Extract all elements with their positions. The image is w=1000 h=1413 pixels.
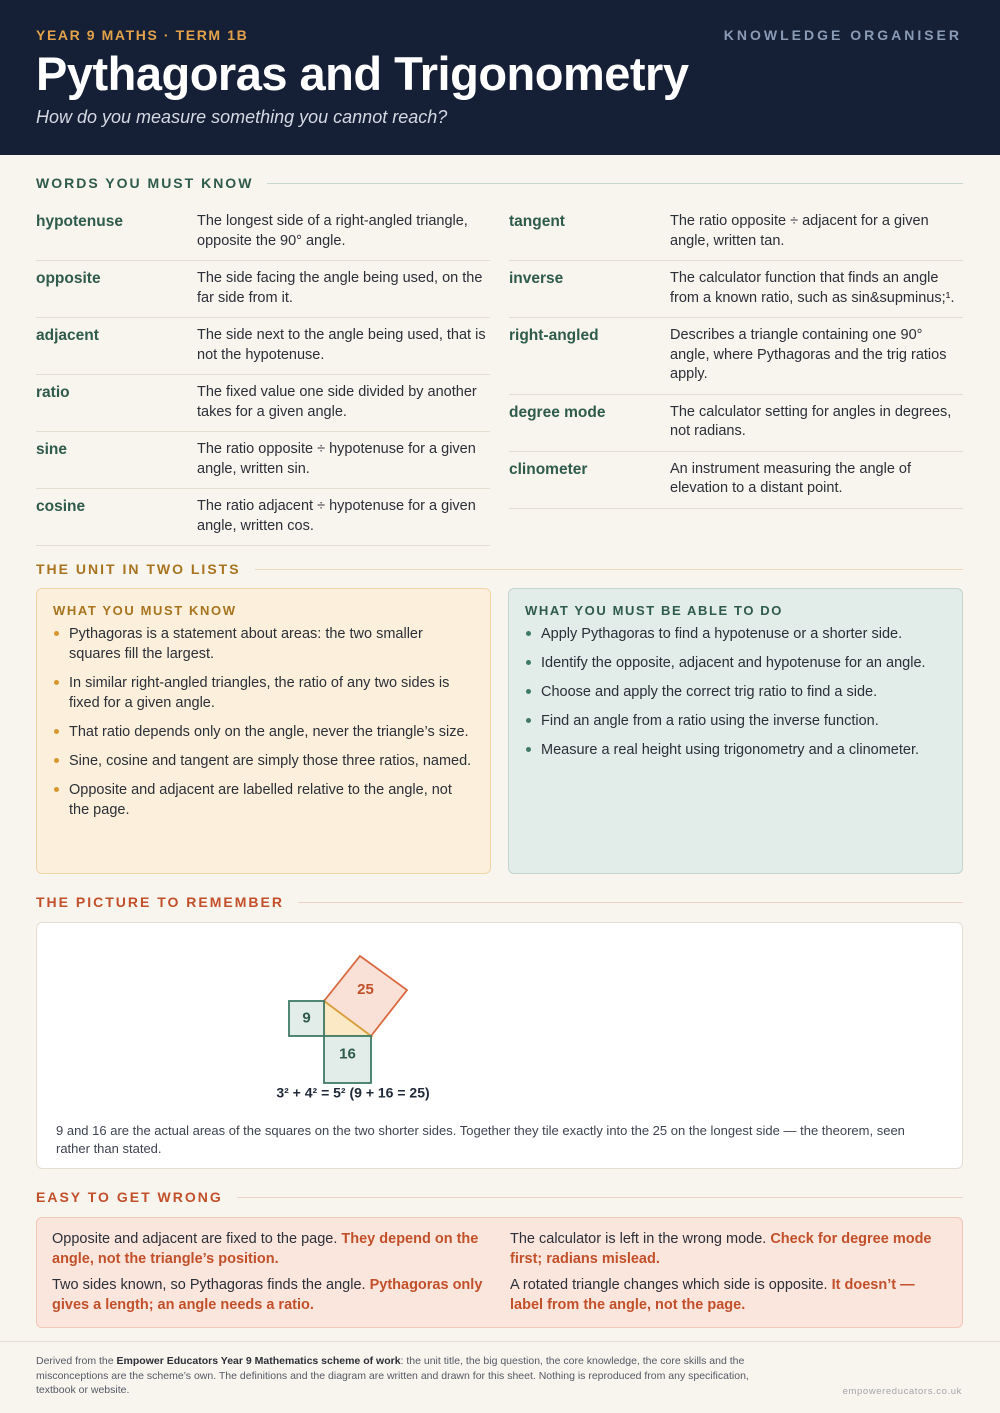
- misconception-fix: They depend on the angle, not the triangle’s position.: [52, 1231, 479, 1267]
- must-do-panel: [508, 588, 963, 874]
- must-know-item: Opposite and adjacent are labelled relative to the angle, not the page.: [53, 780, 474, 820]
- website-url: empowereducators.co.uk: [842, 1386, 962, 1397]
- words-heading-text: WORDS YOU MUST KNOW: [36, 175, 254, 191]
- small-square-area-label: 9: [302, 1009, 311, 1027]
- misconceptions-panel: [36, 1217, 963, 1328]
- glossary: [36, 204, 963, 546]
- glossary-term: opposite: [36, 270, 101, 287]
- lists-heading-text: THE UNIT IN TWO LISTS: [36, 561, 241, 577]
- glossary-term: tangent: [509, 213, 565, 230]
- pythagoras-equation: 3² + 4² = 5² (9 + 16 = 25): [276, 1084, 430, 1101]
- misconception-fix: It doesn’t — label from the angle, not the page.: [510, 1277, 915, 1313]
- must-do-item: Apply Pythagoras to find a hypotenuse or a shorter side.: [525, 624, 946, 644]
- glossary-definition: The ratio opposite ÷ adjacent for a given angle, written tan.: [670, 213, 929, 249]
- glossary-right-column: [509, 204, 963, 546]
- glossary-row: [509, 261, 963, 318]
- diagram-caption: 9 and 16 are the actual areas of the squares on the two shorter sides. Together they tile exactly into the 25 on the longest side — the theorem, seen rather than stated.: [56, 1123, 905, 1156]
- unit-lists: [36, 588, 963, 874]
- must-do-item: Choose and apply the correct trig ratio to find a side.: [525, 682, 946, 702]
- glossary-term: cosine: [36, 498, 86, 515]
- picture-heading-rule: [298, 902, 963, 903]
- misconception-item: [52, 1230, 492, 1269]
- must-know-panel: [36, 588, 491, 874]
- page-title: Pythagoras and Trigonometry: [36, 47, 689, 100]
- must-know-item: In similar right-angled triangles, the ratio of any two sides is fixed for a given angle.: [53, 673, 474, 713]
- misconception-text: A rotated triangle changes which side is opposite.: [510, 1277, 828, 1293]
- glossary-definition: The side facing the angle being used, on the far side from it.: [197, 270, 483, 306]
- must-do-item: Identify the opposite, adjacent and hypotenuse for an angle.: [525, 653, 946, 673]
- glossary-row: [36, 432, 490, 489]
- source-note-body: : the unit title, the big question, the core knowledge, the core skills and the misconceptions are the scheme’s own. The definitions and the diagram are written and drawn for this sheet. Nothing is reproduced from any specification, textbook or website.: [36, 1355, 749, 1396]
- glossary-row: [36, 261, 490, 318]
- header-banner: [0, 0, 1000, 155]
- glossary-term: right-angled: [509, 327, 599, 344]
- glossary-definition: The ratio adjacent ÷ hypotenuse for a given angle, written cos.: [197, 498, 476, 534]
- glossary-definition: The calculator setting for angles in degrees, not radians.: [670, 403, 952, 439]
- source-name: Empower Educators Year 9 Mathematics scheme of work: [116, 1355, 401, 1367]
- glossary-definition: The calculator function that finds an angle from a known ratio, such as sin&supminus;¹.: [670, 270, 955, 306]
- must-do-item: Measure a real height using trigonometry and a clinometer.: [525, 740, 946, 760]
- picture-section-heading: [36, 894, 963, 910]
- glossary-term: inverse: [509, 270, 564, 287]
- glossary-left-column: [36, 204, 490, 546]
- glossary-term: adjacent: [36, 327, 99, 344]
- document-type-label: KNOWLEDGE ORGANISER: [723, 27, 962, 43]
- glossary-definition: The longest side of a right-angled triangle, opposite the 90° angle.: [197, 213, 468, 249]
- glossary-term: ratio: [36, 384, 70, 401]
- must-know-item: Sine, cosine and tangent are simply those three ratios, named.: [53, 751, 474, 771]
- misconception-item: [52, 1276, 492, 1315]
- glossary-row: [509, 452, 963, 509]
- large-square-area-label: 25: [357, 980, 374, 998]
- big-question: How do you measure something you cannot reach?: [36, 107, 448, 127]
- wrong-section-heading: [36, 1189, 963, 1205]
- glossary-definition: The side next to the angle being used, that is not the hypotenuse.: [197, 327, 486, 363]
- misconception-fix: Check for degree mode first; radians mislead.: [510, 1231, 932, 1267]
- glossary-definition: Describes a triangle containing one 90° angle, where Pythagoras and the trig ratios apply.: [670, 327, 947, 382]
- must-know-title: WHAT YOU MUST KNOW: [53, 603, 237, 618]
- medium-square-area-label: 16: [339, 1045, 356, 1063]
- misconception-item: [510, 1276, 950, 1315]
- glossary-term: clinometer: [509, 460, 588, 478]
- picture-heading-text: THE PICTURE TO REMEMBER: [36, 894, 284, 910]
- misconception-item: [510, 1230, 950, 1269]
- glossary-term: sine: [36, 441, 68, 458]
- glossary-row: [509, 395, 963, 452]
- glossary-row: [36, 375, 490, 432]
- must-know-item: Pythagoras is a statement about areas: the two smaller squares fill the largest.: [53, 624, 474, 664]
- words-heading-rule: [267, 183, 963, 184]
- lists-section-heading: [36, 561, 963, 577]
- glossary-row: [36, 204, 490, 261]
- pythagoras-diagram-panel: [36, 922, 963, 1169]
- must-do-item: Find an angle from a ratio using the inverse function.: [525, 711, 946, 731]
- glossary-definition: An instrument measuring the angle of elevation to a distant point.: [670, 460, 911, 496]
- glossary-term: hypotenuse: [36, 213, 123, 230]
- words-section-heading: [36, 175, 963, 191]
- glossary-row: [509, 204, 963, 261]
- misconception-text: Opposite and adjacent are fixed to the page.: [52, 1231, 338, 1247]
- must-know-item: That ratio depends only on the angle, never the triangle’s size.: [53, 722, 474, 742]
- lists-heading-rule: [255, 569, 963, 570]
- source-note: [36, 1354, 766, 1398]
- wrong-heading-rule: [237, 1197, 963, 1198]
- wrong-heading-text: EASY TO GET WRONG: [36, 1189, 223, 1205]
- glossary-row: [36, 318, 490, 375]
- footer-divider: [0, 1341, 1000, 1342]
- glossary-row: [36, 489, 490, 546]
- course-kicker: YEAR 9 MATHS · TERM 1B: [36, 27, 249, 43]
- glossary-definition: The ratio opposite ÷ hypotenuse for a given angle, written sin.: [197, 441, 476, 477]
- glossary-term: degree mode: [509, 403, 606, 421]
- must-do-title: WHAT YOU MUST BE ABLE TO DO: [525, 603, 783, 618]
- glossary-definition: The fixed value one side divided by another takes for a given angle.: [197, 384, 477, 420]
- glossary-row: [509, 318, 963, 395]
- pythagoras-diagram: [37, 923, 962, 1118]
- source-note-prefix: Derived from the: [36, 1355, 117, 1367]
- misconception-fix: Pythagoras only gives a length; an angle needs a ratio.: [52, 1277, 483, 1313]
- misconception-text: The calculator is left in the wrong mode.: [510, 1231, 767, 1247]
- misconception-text: Two sides known, so Pythagoras finds the angle.: [52, 1277, 366, 1293]
